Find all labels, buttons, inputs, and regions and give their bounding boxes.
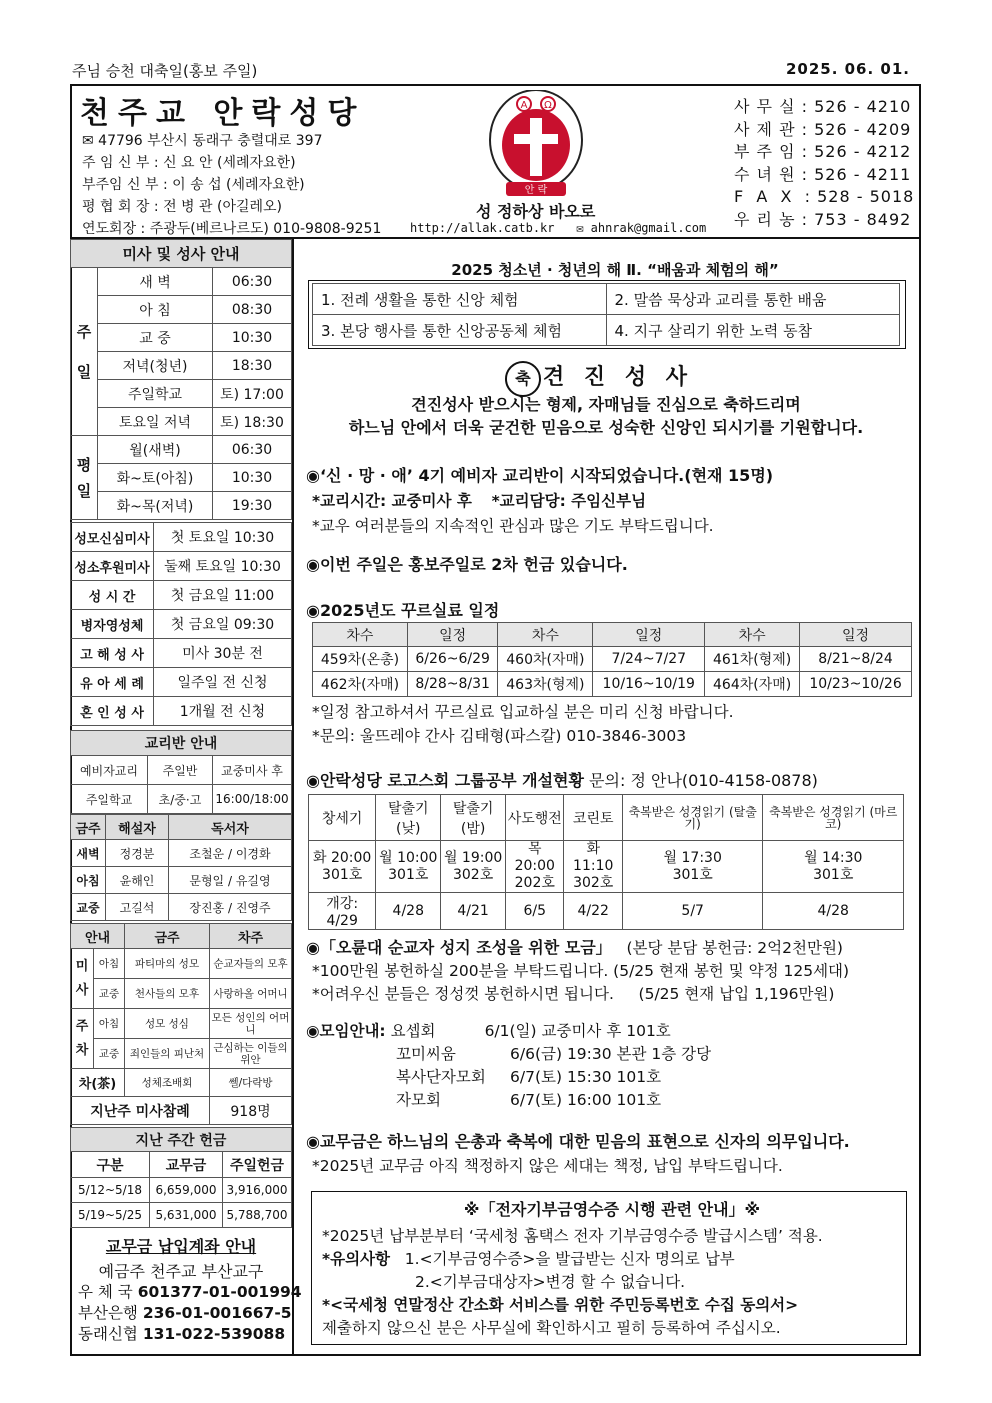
mass-name: 토요일 저녁 [98,408,213,436]
sacrament-time: 둘째 토요일 10:30 [154,552,292,581]
duty-cell: 아침 [94,1009,125,1039]
mass-name: 화~목(저녁) [98,492,213,520]
duty-head: 안내 [71,924,125,949]
logos-head: 축복받은 성경읽기 (탈출기) [622,795,763,841]
duty-cell: 성체조배회 [125,1069,210,1097]
readers-cell: 윤해인 [106,867,169,894]
phone-rectory: 사 제 관 : 526 - 4209 [734,119,912,139]
issue-date: 2025. 06. 01. [785,60,910,78]
meeting-detail: 6/7(토) 16:00 101호 [510,1091,662,1109]
mass-name: 주일학교 [98,380,213,408]
readers-cell: 문형일 / 유길영 [169,867,292,894]
logos-head: 코린토 [564,795,622,841]
logos-time: 월 19:00 [443,849,503,866]
logos-time: 월 14:30 [804,849,863,866]
catechism-cell: 예비자교리 [71,756,148,785]
account-list [70,1282,302,1345]
logos-head: 창세기 [309,795,376,841]
readers-cell: 장진홍 / 진영주 [169,894,292,921]
duty-cell: 성모 성심 [125,1009,210,1039]
sacrament-time: 첫 금요일 09:30 [154,610,292,639]
left-column [70,239,302,1345]
mass-time: 10:30 [213,464,292,492]
logos-head: 사도행전 [506,795,564,841]
offering-table [70,1127,292,1228]
sacrament-time: 첫 토요일 10:30 [154,523,292,552]
mass-time: 토) 17:00 [213,380,292,408]
duty-cell: 사랑하올 어머니 [210,979,292,1009]
receipt-line: 제출하지 않으신 분은 사무실에 확인하시고 필히 등록하여 주십시오. [322,1319,781,1337]
logos-head: 탈출기(밤) [441,795,506,841]
attendance-label: 지난주 미사참례 [71,1097,210,1125]
duty-head: 금주 [125,924,210,949]
phone-assistant: 부 주 임 : 526 - 4212 [734,142,912,161]
bank-name: 부산은행 [78,1304,138,1322]
meeting-detail: 6/7(토) 15:30 101호 [510,1068,662,1086]
promo-notice: ◉이번 주일은 홍보주일로 2차 헌금 있습니다. [306,555,628,574]
catechism-cell: 16:00/18:00 [213,785,292,814]
cursillo-title: ◉2025년도 꾸르실료 일정 [306,601,500,620]
logos-room: 301호 [813,866,854,883]
martyr-line: (5/25 현재 납입 1,196만원) [638,985,835,1003]
readers-cell: 새벽 [71,840,106,867]
offering-title: 지난 주간 헌금 [71,1128,292,1152]
catechumen-teacher: *교리담당: 주임신부님 [491,492,647,510]
duty-cell: 근심하는 이들의 위안 [210,1039,292,1069]
martyr-sub: (본당 분담 봉헌금: 2억2천만원) [626,939,843,957]
duty-cell: 아침 [94,949,125,979]
column-divider [292,237,294,1356]
catechism-cell: 주일학교 [71,785,148,814]
bank-name: 우 체 국 [78,1283,133,1301]
logos-title: ◉안락성당 로고스회 그룹공부 개설현황 [306,771,584,790]
readers-head: 금주 [71,815,106,840]
parish-info [82,130,381,240]
theme-title: 2025 청소년 · 청년의 해 Ⅱ. “배움과 체험의 해” [451,261,779,279]
mass-time: 06:30 [213,268,292,296]
logos-open: 4/22 [564,893,622,930]
martyr-title: ◉「오륜대 순교자 성지 조성을 위한 모금」 [306,938,612,957]
logos-open: 4/28 [763,893,904,930]
readers-cell: 아침 [71,867,106,894]
receipt-line: 2.<기부금대상자>변경 할 수 없습니다. [415,1273,686,1291]
sacrament-name: 성소후원미사 [71,552,154,581]
sacrament-name: 혼 인 성 사 [71,697,154,726]
website-email [410,221,706,235]
sacrament-name: 유 아 세 례 [71,668,154,697]
meeting-name: 꼬미씨움 [396,1045,456,1063]
logos-contact: 문의: 정 안나(010-4158-0878) [583,771,818,790]
sacrament-time: 미사 30분 전 [154,639,292,668]
martyr-line: *어려우신 분들은 정성껏 봉헌하시면 됩니다. [312,985,614,1003]
receipt-line: 1.<기부금영수증>을 발급받는 신자 명의로 납부 [404,1250,735,1268]
meeting-detail: 6/6(금) 19:30 본관 1층 강당 [510,1045,712,1063]
mass-time: 19:30 [213,492,292,520]
martyr-line: *100만원 봉헌하실 200분을 부탁드립니다. (5/25 현재 봉헌 및 약정 125세대) [312,962,850,980]
sacrament-table [70,522,292,726]
phone-farm: 우 리 농 : 753 - 8492 [734,209,912,229]
logos-open: 개강: 4/29 [309,893,376,930]
theme-item: 1. 전례 생활을 통한 신앙 체험 [313,284,607,315]
readers-head: 독서자 [169,815,292,840]
cursillo-table [312,622,912,697]
sacrament-name: 성 시 간 [71,581,154,610]
feast-title: 주님 승천 대축일(홍보 주일) [72,62,258,80]
readers-head: 해설자 [106,815,169,840]
sacrament-time: 일주일 전 신청 [154,668,292,697]
elders-line: 연도회장 : 주광두(베르나르도) 010-9808-9251 [82,221,382,237]
offering-cell: 6,659,000 [150,1178,223,1203]
cursillo-head: 차수 [498,623,593,647]
duty-cell: 천사들의 모후 [125,979,210,1009]
logos-time: 월 17:30 [663,849,722,866]
account-title: 교무금 납입계좌 안내 [105,1237,257,1256]
council-line: 평 협 회 장 : 전 병 관 (아길레오) [82,199,283,215]
cursillo-cell: 10/16~10/19 [593,672,705,697]
receipt-notice [322,1198,902,1340]
mass-time: 08:30 [213,296,292,324]
cursillo-cell: 460차(자매) [498,647,593,672]
confirmation-title-text: 견 진 성 사 [543,365,693,390]
offering-cell: 5/19~5/25 [71,1203,150,1228]
cursillo-cell: 461차(형제) [705,647,800,672]
sacrament-time: 첫 금요일 11:00 [154,581,292,610]
parish-name: 천주교 안락성당 [80,96,366,131]
catechumen-notice [306,463,773,536]
cursillo-head: 일정 [593,623,705,647]
dues-line: ◉교무금은 하느님의 은총과 축복에 대한 믿음의 표현으로 신자의 의무입니다. [306,1132,850,1151]
bank-name: 동래신협 [78,1325,138,1343]
pastor-line: 주 임 신 부 : 신 요 안 (세례자요한) [82,155,296,171]
offering-head: 주일헌금 [223,1152,292,1178]
patron-saint: 성 정하상 바오로 [476,202,596,221]
tea-label: 차(茶) [71,1069,125,1097]
attendance-value: 918명 [210,1097,292,1125]
cursillo-cell: 10/23~10/26 [800,672,912,697]
meeting-name: 자모회 [396,1091,441,1109]
logos-time: 목 20:00 [514,841,555,874]
logos-room: 302호 [452,866,494,883]
website-link[interactable]: http://allak.catb.kr [410,221,555,235]
account-holder: 예금주 천주교 부산교구 [98,1262,264,1281]
duty-head: 차주 [210,924,292,949]
sacrament-name: 성모신심미사 [71,523,154,552]
catechumen-prayer: *교우 여러분들의 지속적인 관심과 많은 기도 부탁드립니다. [312,517,714,535]
mass-name: 화~토(아침) [98,464,213,492]
bank-account: 601377-01-001994 [137,1283,302,1301]
svg-text:A: A [520,100,528,111]
offering-head: 교무금 [150,1152,223,1178]
mass-name: 새 벽 [98,268,213,296]
confirmation-title [505,360,693,397]
duty-cell: 파티마의 성모 [125,949,210,979]
logos-time: 화 11:10 [573,841,614,874]
mass-name: 교 중 [98,324,213,352]
catechism-cell: 주일반 [148,756,213,785]
meetings-notice [306,1020,711,1112]
duty-cell: 모든 성인의 어머니 [210,1009,292,1039]
sacrament-name: 고 해 성 사 [71,639,154,668]
offering-cell: 5,788,700 [223,1203,292,1228]
cursillo-note: *일정 참고하셔서 꾸르실료 입교하실 분은 미리 신청 바랍니다. [312,703,734,721]
logos-title-row [306,768,818,791]
receipt-caution: *유의사항 [322,1250,390,1268]
phone-fax: F A X : 528 - 5018 [734,187,915,206]
logos-room: 301호 [672,866,713,883]
cursillo-notes [312,700,734,748]
offering-cell: 5,631,000 [150,1203,223,1228]
logos-open: 4/28 [376,893,441,930]
catechism-cell: 교중미사 후 [213,756,292,785]
logos-open: 6/5 [506,893,564,930]
address: ✉ 47796 부산시 동래구 충렬대로 397 [82,133,323,149]
readers-cell: 고길석 [106,894,169,921]
cursillo-cell: 6/26~6/29 [407,647,498,672]
logos-open: 5/7 [622,893,763,930]
mass-name: 저녁(청년) [98,352,213,380]
readers-cell: 정경분 [106,840,169,867]
meeting-name: 복사단자모회 [396,1068,486,1086]
phone-list [734,96,914,231]
confirmation-line: 견진성사 받으시는 형제, 자매님들 진심으로 축하드리며 [411,395,801,414]
readers-cell: 교중 [71,894,106,921]
confirmation-message [296,393,916,439]
logo-text: 안 락 [524,185,548,196]
receipt-line: *2025년 납부분부터 ‘국세청 홈택스 전자 기부금영수증 발급시스템’ 적용. [322,1227,823,1245]
mass-name: 아 침 [98,296,213,324]
logos-head: 탈출기(낮) [376,795,441,841]
mass-time: 10:30 [213,324,292,352]
parish-logo-icon [486,90,586,202]
celebration-badge-icon: 축 [505,361,541,397]
logos-table [308,794,904,930]
mass-name: 월(새벽) [98,436,213,464]
theme-item: 3. 본당 행사를 통한 신앙공동체 체험 [313,315,607,346]
sacrament-name: 병자영성체 [71,610,154,639]
logos-room: 302호 [573,875,614,891]
logos-open: 4/21 [441,893,506,930]
catechism-cell: 초/중·고 [148,785,213,814]
cursillo-cell: 462차(자매) [313,672,408,697]
logos-head: 축복받은 성경읽기 (마르코) [763,795,904,841]
duty-table: 안내 금주 차주 미 사 아침 파티마의 성모 순교자들의 모후 교중 천사들의 모후 사랑하올 어머니 주 차 아침 성모 성심 모든 성인의 어머니 교중 죄인들의 피난처 근심하는 이들의 위안 차(茶) 성체조배회 쎌/다락방 지난주 미사참례 918명 [70,923,292,1125]
cursillo-head: 일정 [407,623,498,647]
mass-time: 토) 18:30 [213,408,292,436]
logos-time: 월 10:00 [379,849,438,866]
duty-cell: 순교자들의 모후 [210,949,292,979]
logos-room: 202호 [514,875,555,891]
theme-item: 2. 말씀 묵상과 교리를 통한 배움 [606,284,900,315]
cursillo-cell: 459차(온총) [313,647,408,672]
dues-line: *2025년 교무금 아직 책정하지 않은 세대는 책정, 납입 부탁드립니다. [312,1157,783,1175]
mass-table: 미사 및 성사 안내 주 일 새 벽 06:30 아 침 08:30 교 중 10:30 저녁(청년) 18:30 주일학교 토) 17:00 토요일 저녁 토) 18:30 평 일 월(새벽) 06:30 화~토(아침) 10:30 화~목(저녁) 19:30 [70,239,292,520]
sacrament-time: 1개월 전 신청 [154,697,292,726]
mass-time: 18:30 [213,352,292,380]
duty-cell: 교중 [94,979,125,1009]
logos-time: 화 20:00 [313,849,372,866]
bank-account: 236-01-001667-5 [142,1304,292,1322]
receipt-line: *<국세청 연말정산 간소화 서비스를 위한 주민등록번호 수집 동의서> [322,1296,799,1314]
martyr-notice [306,936,849,1006]
cursillo-head: 일정 [800,623,912,647]
logos-room: 301호 [388,866,429,883]
meeting-detail: 6/1(일) 교중미사 후 101호 [484,1022,671,1040]
catechumen-time: *교리시간: 교중미사 후 [312,492,472,510]
receipt-title: ※「전자기부금영수증 시행 관련 안내」※ [463,1200,761,1219]
logos-room: 301호 [322,866,363,883]
cursillo-head: 차수 [313,623,408,647]
theme-item: 4. 지구 살리기 위한 노력 동참 [606,315,900,346]
duty-cell: 죄인들의 피난처 [125,1039,210,1069]
bank-account: 131-022-539088 [142,1325,286,1343]
readers-table [70,814,292,921]
catechism-table [70,730,292,814]
offering-head: 구분 [71,1152,150,1178]
duty-cell: 교중 [94,1039,125,1069]
cursillo-note: *문의: 울뜨레야 간사 김태형(파스칼) 010-3846-3003 [312,727,687,745]
duty-cell: 쎌/다락방 [210,1069,292,1097]
email-link[interactable]: ✉ ahnrak@gmail.com [576,221,707,235]
theme-table [312,283,900,346]
phone-convent: 수 녀 원 : 526 - 4211 [734,164,912,184]
mass-time: 06:30 [213,436,292,464]
dues-notice [306,1130,850,1178]
offering-cell: 3,916,000 [223,1178,292,1203]
offering-cell: 5/12~5/18 [71,1178,150,1203]
cursillo-cell: 463차(형제) [498,672,593,697]
catechism-title: 교리반 안내 [71,731,292,756]
meeting-name: 요셉회 [390,1022,436,1040]
readers-cell: 조철운 / 이경화 [169,840,292,867]
phone-office: 사 무 실 : 526 - 4210 [734,97,912,116]
cursillo-head: 차수 [705,623,800,647]
catechumen-title: ◉‘신 · 망 · 애’ 4기 예비자 교리반이 시작되었습니다.(현재 15명) [306,466,774,485]
cursillo-cell: 7/24~7/27 [593,647,705,672]
confirmation-line: 하느님 안에서 더욱 굳건한 믿음으로 성숙한 신앙인 되시기를 기원합니다. [348,418,864,437]
cursillo-cell: 8/28~8/31 [407,672,498,697]
cursillo-cell: 8/21~8/24 [800,647,912,672]
svg-text:Ω: Ω [544,100,552,111]
cursillo-cell: 464차(자매) [705,672,800,697]
assistant-line: 부주임 신 부 : 이 송 섭 (세례자요한) [82,177,305,193]
meetings-title: ◉모임안내: [306,1022,386,1040]
mass-title: 미사 및 성사 안내 [71,240,292,268]
